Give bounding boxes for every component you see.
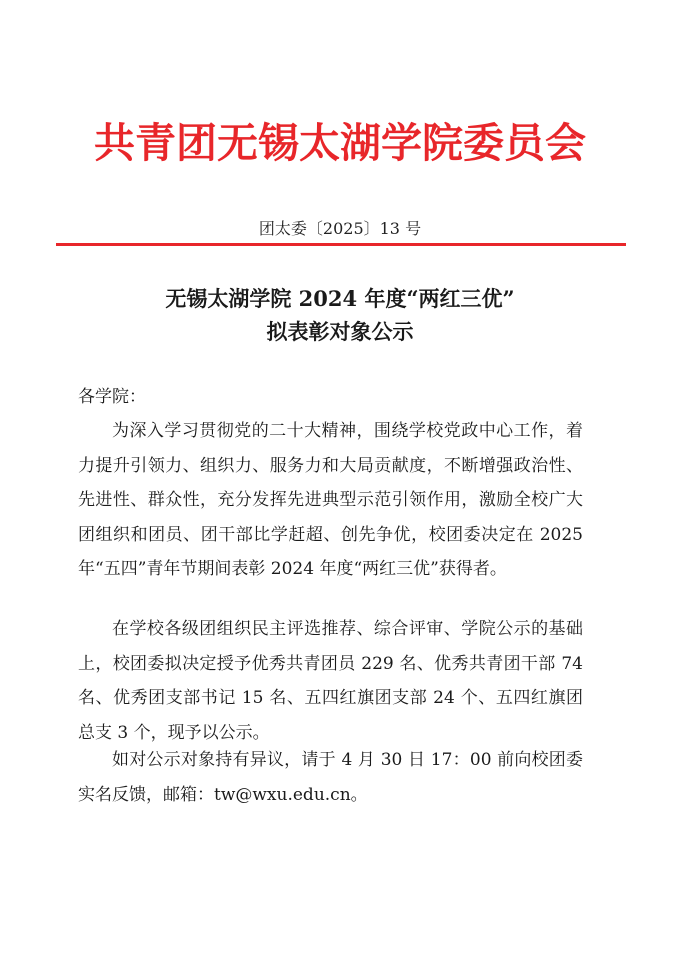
document-title-line2: 拟表彰对象公示 <box>266 319 414 344</box>
body-paragraph: 在学校各级团组织民主评选推荐、综合评审、学院公示的基础上，校团委拟决定授予优秀共青团员 229 名、优秀共青团干部 74 名、优秀团支部书记 15 名、五四红旗团支部 24 个、五四红旗团总支 3 个，现予以公示。 <box>78 619 583 743</box>
red-divider-line <box>56 243 626 246</box>
document-number: 团太委〔2025〕13 号 <box>258 219 422 238</box>
organization-header: 共青团无锡太湖学院委员会 <box>94 119 586 167</box>
salutation: 各学院： <box>78 387 146 407</box>
body-paragraph: 如对公示对象持有异议，请于 4 月 30 日 17：00 前向校团委实名反馈，邮箱：tw@wxu.edu.cn。 <box>78 750 583 805</box>
body-paragraph: 为深入学习贯彻党的二十大精神，围绕学校党政中心工作，着力提升引领力、组织力、服务力和大局贡献度，不断增强政治性、先进性、群众性，充分发挥先进典型示范引领作用，激励全校广大团组织和团员、团干部比学赶超、创先争优，校团委决定在 2025 年“五四”青年节期间表彰 2024 年度“两红三优”获得者。 <box>78 421 583 579</box>
document-title-line1: 无锡太湖学院 2024 年度“两红三优” <box>165 286 515 311</box>
